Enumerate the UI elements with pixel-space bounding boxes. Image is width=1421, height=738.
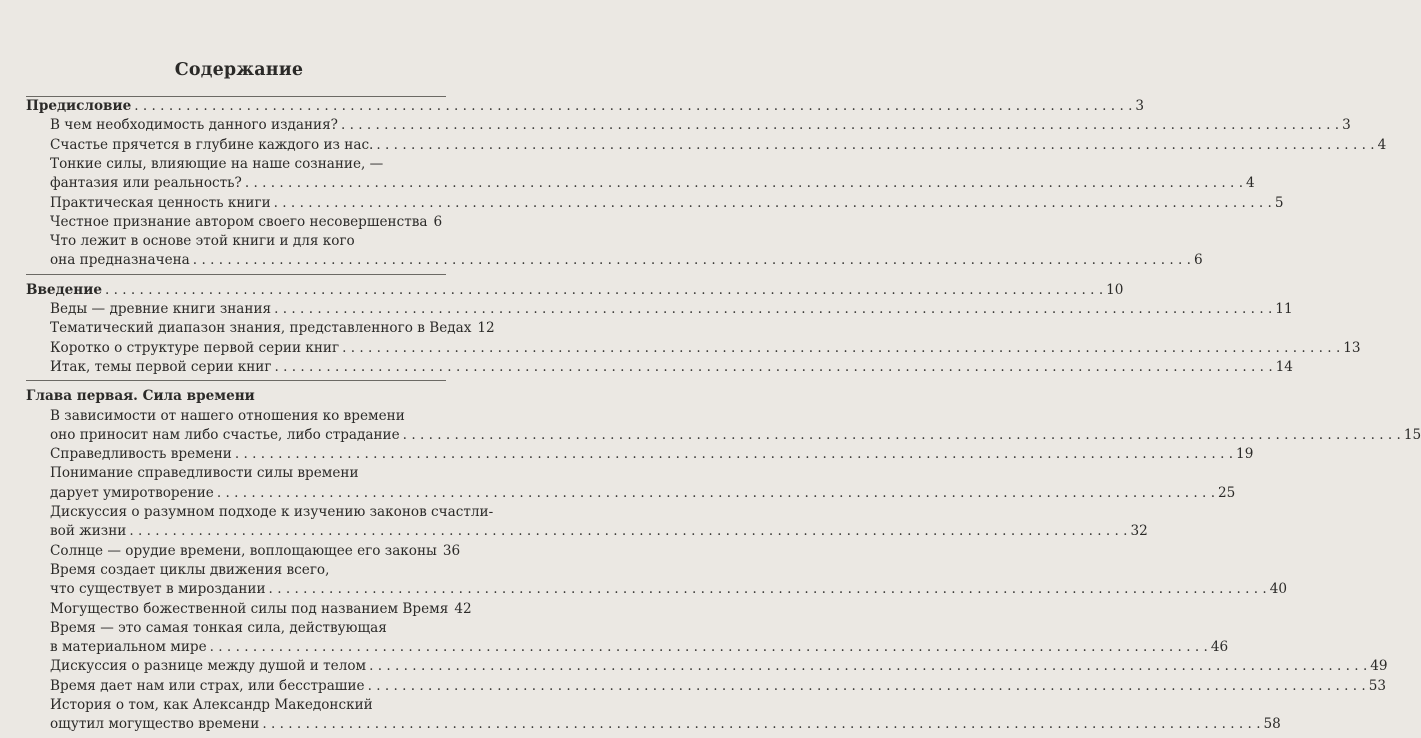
toc-entry-line[interactable] — [0, 338, 1361, 358]
toc-page-number: 58 — [1263, 716, 1281, 733]
toc-entry-line[interactable] — [0, 637, 1229, 657]
toc-entry-line[interactable] — [0, 599, 478, 619]
toc-page-number: 49 — [1370, 658, 1388, 675]
toc-entry-title: Дискуссия о разумном подходе к изучению законов счастли- — [50, 504, 494, 520]
toc-entry-title: дарует умиротворение — [50, 484, 214, 501]
dot-leader — [235, 444, 1233, 464]
section-divider — [26, 274, 446, 275]
toc-page-number: 19 — [1236, 446, 1254, 463]
dot-leader — [274, 193, 1272, 213]
dot-leader — [274, 357, 1272, 377]
toc-entry-title: В чем необходимость данного издания? — [50, 117, 338, 134]
toc-entry-line[interactable] — [0, 502, 494, 522]
toc-entry-line[interactable] — [0, 579, 1288, 599]
dot-leader — [105, 280, 1103, 300]
dot-leader — [245, 173, 1243, 193]
toc-entry-line[interactable] — [0, 154, 478, 174]
toc-page-number: 14 — [1275, 358, 1293, 375]
toc-section-heading[interactable] — [0, 386, 478, 406]
toc-page-number: 53 — [1368, 677, 1387, 694]
dot-leader — [341, 115, 1339, 135]
toc-entry-title: Дискуссия о разнице между душой и телом — [50, 658, 367, 675]
toc-entry-line[interactable] — [0, 135, 1387, 155]
toc-entry-title: Справедливость времени — [50, 446, 232, 463]
toc-entry-line[interactable] — [0, 541, 478, 561]
toc-entry-title: вой жизни — [50, 523, 127, 540]
page-title: Содержание — [174, 60, 304, 80]
toc-entry-line[interactable] — [0, 483, 1236, 503]
toc-entry-title: Могущество божественной силы под названием Время — [50, 600, 449, 617]
dot-leader — [134, 96, 1132, 116]
toc-entry-line[interactable] — [0, 560, 478, 580]
toc-section-title: Введение — [26, 281, 102, 298]
toc-entry-title: Тематический диапазон знания, представленного в Ведах — [50, 320, 472, 337]
dot-leader — [376, 135, 1374, 155]
toc-entry-title: оно приносит нам либо счастье, либо страдание — [50, 426, 400, 443]
toc-entry-line[interactable] — [0, 714, 1281, 734]
toc-section-heading[interactable] — [0, 96, 1145, 116]
toc-page-number: 6 — [1193, 252, 1203, 269]
toc-page-number: 6 — [433, 213, 443, 230]
toc-page-number: 10 — [1106, 281, 1124, 298]
toc-entry-title: Что лежит в основе этой книги и для кого — [50, 233, 355, 250]
toc-entry-line[interactable] — [0, 676, 1387, 696]
toc-entry-line[interactable] — [0, 212, 478, 232]
toc-page-number: 32 — [1130, 523, 1148, 540]
toc-section-heading[interactable] — [0, 280, 1124, 300]
toc-entry-title: Честное признание автором своего несовершенства — [50, 213, 428, 230]
toc-entry-line[interactable] — [0, 521, 1148, 541]
toc-entry-title: Практическая ценность книги — [50, 194, 271, 211]
toc-entry-line[interactable] — [0, 299, 1293, 319]
toc-page-number: 3 — [1135, 98, 1145, 114]
toc-entry-title: Веды — древние книги знания — [50, 301, 272, 317]
toc-page-number: 15 — [1403, 426, 1421, 443]
toc-entry-title: что существует в мироздании — [50, 581, 266, 598]
dot-leader — [403, 425, 1401, 445]
toc-entry-title: Итак, темы первой серии книг — [50, 358, 272, 375]
dot-leader — [210, 637, 1208, 657]
toc-page-number: 36 — [442, 542, 461, 559]
toc-entry-line[interactable] — [0, 695, 478, 715]
toc-entry-title: В зависимости от нашего отношения ко времени — [50, 407, 405, 424]
toc-page-number: 40 — [1269, 581, 1288, 598]
toc-page-number: 25 — [1218, 484, 1236, 501]
toc-entry-title: фантазия или реальность? — [50, 175, 242, 192]
toc-page-number: 13 — [1343, 339, 1361, 356]
toc-entry-title: Тонкие силы, влияющие на наше сознание, — — [50, 155, 384, 172]
toc-entry-title: Понимание справедливости силы времени — [50, 465, 359, 482]
section-divider — [26, 380, 446, 381]
toc-page-number: 4 — [1246, 175, 1255, 192]
toc-entry-title: ощутил могущество времени — [50, 716, 260, 733]
toc-page-number: 3 — [1342, 117, 1351, 134]
dot-leader — [369, 656, 1367, 676]
dot-leader — [193, 250, 1191, 270]
toc-entry-line[interactable] — [0, 115, 1351, 135]
toc-page-number: 11 — [1275, 301, 1293, 317]
toc-entry-title: она предназначена — [50, 252, 190, 269]
toc-entry-title: Солнце — орудие времени, воплощающее его законы — [50, 542, 437, 559]
toc-entry-title: Счастье прячется в глубине каждого из нас. — [50, 136, 374, 153]
toc-entry-title: в материальном мире — [50, 639, 207, 656]
toc-entry-line[interactable] — [0, 231, 478, 251]
toc-entry-line[interactable] — [0, 318, 495, 338]
toc-entry-line[interactable] — [0, 406, 478, 426]
toc-entry-line[interactable] — [0, 425, 1421, 445]
toc-page-number: 12 — [477, 320, 495, 337]
toc-entry-title: Время создает циклы движения всего, — [50, 561, 330, 578]
dot-leader — [217, 483, 1215, 503]
toc-entry-title: Коротко о структуре первой серии книг — [50, 339, 340, 356]
toc-entry-line[interactable] — [0, 618, 478, 638]
toc-entry-line[interactable] — [0, 250, 1203, 270]
toc-section-title: Глава первая. Сила времени — [26, 388, 255, 405]
toc-entry-title: Время дает нам или страх, или бесстрашие — [50, 677, 365, 694]
dot-leader — [262, 714, 1260, 734]
toc-entry-title: Время — это самая тонкая сила, действующая — [50, 619, 387, 636]
toc-entry-line[interactable] — [0, 173, 1255, 193]
toc-entry-title: История о том, как Александр Македонский — [50, 697, 373, 713]
dot-leader — [368, 676, 1366, 696]
dot-leader — [274, 299, 1272, 319]
toc-page-number: 4 — [1377, 136, 1387, 153]
toc-entry-line[interactable] — [0, 193, 1284, 213]
dot-leader — [342, 338, 1340, 358]
toc-section-title: Предисловие — [26, 98, 132, 114]
toc-page-number: 42 — [454, 600, 472, 617]
toc-entry-line[interactable] — [0, 463, 478, 483]
dot-leader — [129, 521, 1127, 541]
toc-page-number: 46 — [1210, 639, 1229, 656]
toc-entry-line[interactable] — [0, 444, 1254, 464]
toc-entry-line[interactable] — [0, 656, 1388, 676]
dot-leader — [269, 579, 1267, 599]
toc-entry-line[interactable] — [0, 357, 1293, 377]
toc-page-number: 5 — [1274, 194, 1284, 211]
